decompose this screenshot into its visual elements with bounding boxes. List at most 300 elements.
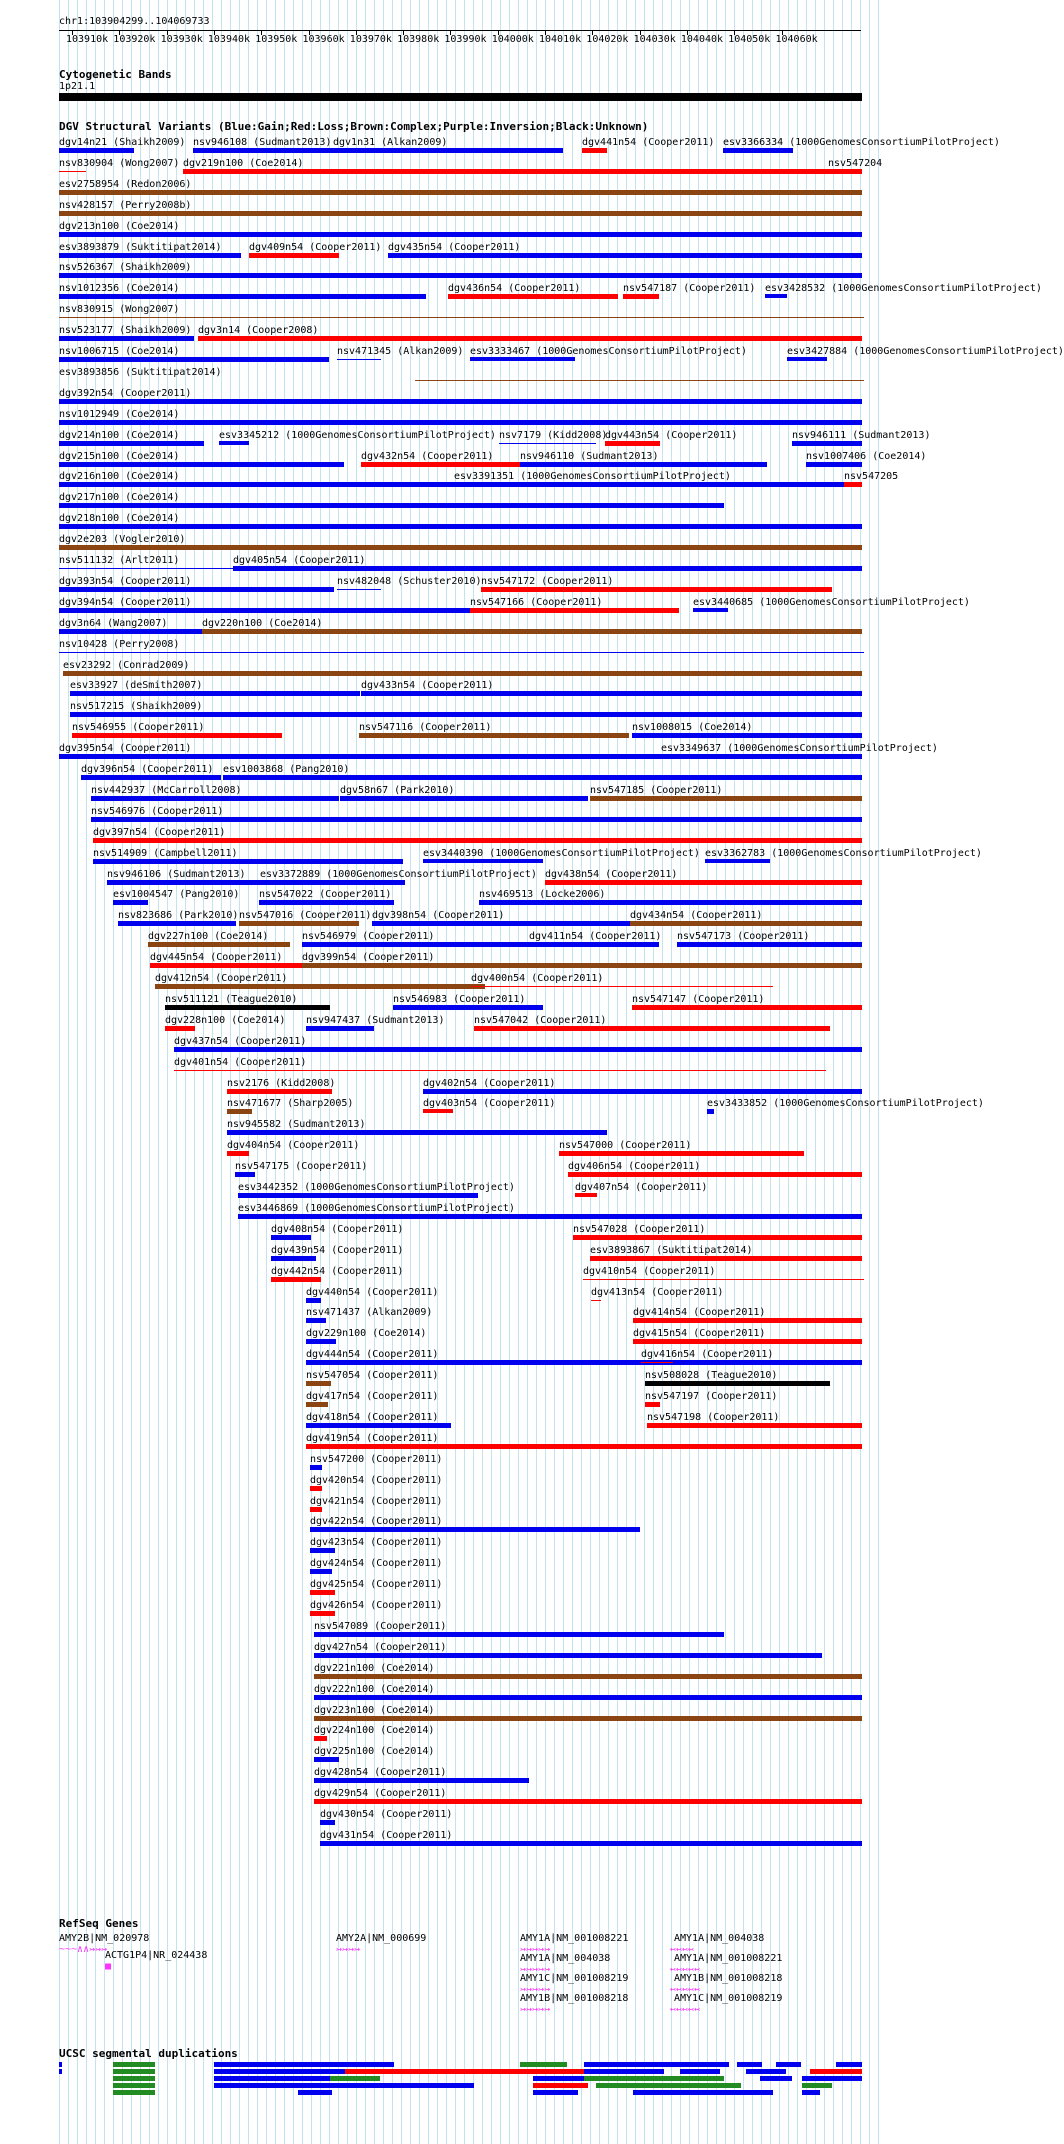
dgv-feature-label[interactable]: esv3893856 (Suktitipat2014) — [59, 366, 222, 378]
dgv-feature-label[interactable]: esv1003868 (Pang2010) — [223, 764, 350, 775]
dgv-feature-label[interactable]: nsv1006715 (Coe2014) — [59, 346, 180, 357]
dgv-feature-label[interactable]: dgv406n54 (Cooper2011) — [568, 1161, 701, 1173]
dgv-feature-label[interactable]: nsv526367 (Shaikh2009) — [59, 262, 192, 274]
dgv-feature-bar[interactable] — [310, 1569, 332, 1574]
dgv-feature-bar[interactable] — [81, 775, 221, 780]
dgv-feature-label[interactable]: nsv547172 (Cooper2011) — [481, 575, 614, 587]
dgv-feature-bar[interactable] — [723, 148, 793, 153]
dgv-feature-bar[interactable] — [559, 1151, 804, 1156]
dgv-feature-bar[interactable] — [590, 796, 862, 801]
dgv-feature-label[interactable]: nsv547197 (Cooper2011) — [645, 1391, 778, 1402]
dgv-feature-label[interactable]: dgv396n54 (Cooper2011) — [81, 764, 214, 775]
dgv-feature-label[interactable]: nsv471437 (Alkan2009) — [306, 1307, 433, 1319]
dgv-feature-bar[interactable] — [306, 1026, 374, 1031]
dgv-feature-bar[interactable] — [448, 294, 618, 299]
dgv-feature-bar[interactable] — [63, 671, 862, 676]
dgv-feature-label[interactable]: dgv399n54 (Cooper2011) — [302, 952, 435, 964]
dgv-feature-label[interactable]: nsv546983 (Cooper2011) — [393, 993, 526, 1005]
dgv-feature-bar[interactable] — [249, 253, 339, 258]
segdup-block[interactable] — [113, 2069, 155, 2074]
dgv-feature-label[interactable]: nsv442937 (McCarroll2008) — [91, 784, 242, 796]
dgv-feature-bar[interactable] — [59, 294, 426, 299]
dgv-feature-bar[interactable] — [707, 1109, 714, 1114]
dgv-feature-label[interactable]: nsv547116 (Cooper2011) — [359, 722, 492, 734]
dgv-feature-bar[interactable] — [59, 211, 862, 216]
dgv-feature-bar[interactable] — [202, 629, 862, 634]
dgv-feature-label[interactable]: dgv428n54 (Cooper2011) — [314, 1767, 447, 1779]
dgv-feature-label[interactable]: nsv547205 — [844, 471, 899, 483]
dgv-feature-label[interactable]: dgv422n54 (Cooper2011) — [310, 1516, 443, 1528]
segdup-block[interactable] — [345, 2069, 585, 2074]
dgv-feature-bar[interactable] — [520, 462, 767, 467]
segdup-block[interactable] — [533, 2090, 578, 2095]
dgv-feature-bar[interactable] — [310, 1486, 322, 1491]
dgv-feature-bar[interactable] — [59, 399, 862, 404]
dgv-feature-label[interactable]: esv3433852 (1000GenomesConsortiumPilotProject) — [707, 1098, 984, 1110]
dgv-feature-label[interactable]: dgv427n54 (Cooper2011) — [314, 1641, 447, 1653]
dgv-feature-label[interactable]: nsv482048 (Schuster2010) — [337, 575, 482, 587]
dgv-feature-bar[interactable] — [227, 1130, 607, 1135]
dgv-feature-bar[interactable] — [423, 1109, 453, 1113]
dgv-feature-label[interactable]: nsv1007406 (Coe2014) — [806, 450, 927, 462]
dgv-feature-bar[interactable] — [59, 317, 864, 318]
dgv-feature-label[interactable]: dgv424n54 (Cooper2011) — [310, 1558, 443, 1570]
dgv-feature-label[interactable]: dgv429n54 (Cooper2011) — [314, 1788, 447, 1800]
segdup-block[interactable] — [59, 2069, 62, 2074]
segdup-block[interactable] — [802, 2083, 832, 2088]
dgv-feature-bar[interactable] — [590, 1256, 862, 1261]
refseq-gene-glyph[interactable]: ↣↣↣↣↣ — [520, 1984, 551, 1995]
dgv-feature-bar[interactable] — [59, 148, 134, 153]
dgv-feature-bar[interactable] — [59, 754, 862, 759]
dgv-feature-bar[interactable] — [545, 880, 862, 885]
dgv-track-title[interactable]: DGV Structural Variants (Blue:Gain;Red:Loss;Brown:Complex;Purple:Inversion;Black:Unknown) — [59, 120, 649, 133]
dgv-feature-label[interactable]: dgv395n54 (Cooper2011) — [59, 743, 192, 755]
segdup-track-title[interactable]: UCSC segmental duplications — [59, 2047, 238, 2060]
dgv-feature-bar[interactable] — [306, 1402, 328, 1407]
refseq-gene-label[interactable]: AMY2A|NM_000699 — [336, 1933, 427, 1944]
dgv-feature-label[interactable]: dgv220n100 (Coe2014) — [202, 617, 323, 629]
dgv-feature-label[interactable]: nsv546976 (Cooper2011) — [91, 805, 224, 817]
refseq-gene-label[interactable]: AMY1B|NM_001008218 — [674, 1973, 783, 1984]
dgv-feature-bar[interactable] — [787, 357, 827, 361]
dgv-feature-label[interactable]: nsv946108 (Sudmant2013) — [193, 137, 332, 148]
dgv-feature-bar[interactable] — [59, 587, 334, 592]
dgv-feature-bar[interactable] — [306, 1444, 862, 1449]
dgv-feature-bar[interactable] — [320, 1841, 862, 1846]
refseq-gene-label[interactable]: AMY1A|NM_001008221 — [520, 1933, 629, 1944]
dgv-feature-bar[interactable] — [314, 1653, 822, 1658]
dgv-feature-bar[interactable] — [306, 1360, 862, 1365]
dgv-feature-bar[interactable] — [765, 294, 787, 298]
dgv-feature-bar[interactable] — [393, 1005, 543, 1010]
dgv-feature-bar[interactable] — [219, 441, 249, 445]
dgv-feature-bar[interactable] — [306, 1298, 321, 1303]
dgv-feature-label[interactable]: esv3366334 (1000GenomesConsortiumPilotProject) — [723, 137, 1000, 148]
dgv-feature-label[interactable]: dgv228n100 (Coe2014) — [165, 1014, 286, 1026]
dgv-feature-bar[interactable] — [310, 1465, 322, 1470]
segdup-block[interactable] — [802, 2076, 862, 2081]
dgv-feature-bar[interactable] — [302, 942, 550, 947]
segdup-block[interactable] — [214, 2083, 474, 2088]
dgv-feature-label[interactable]: esv3349637 (1000GenomesConsortiumPilotProject) — [661, 743, 938, 755]
dgv-feature-label[interactable]: nsv547028 (Cooper2011) — [573, 1223, 706, 1235]
dgv-feature-label[interactable]: nsv946106 (Sudmant2013) — [107, 868, 246, 880]
refseq-gene-glyph[interactable]: ↢↢↢↢↢ — [670, 1984, 701, 1995]
dgv-feature-label[interactable]: dgv438n54 (Cooper2011) — [545, 868, 678, 880]
dgv-feature-label[interactable]: nsv514909 (Campbell2011) — [93, 847, 238, 859]
refseq-gene-glyph[interactable]: ↣↣↣↣ — [336, 1944, 361, 1955]
dgv-feature-bar[interactable] — [582, 148, 607, 153]
refseq-gene-glyph[interactable]: ■ — [105, 1961, 112, 1972]
segdup-block[interactable] — [760, 2076, 792, 2081]
dgv-feature-label[interactable]: nsv547042 (Cooper2011) — [474, 1014, 607, 1026]
dgv-feature-label[interactable]: dgv404n54 (Cooper2011) — [227, 1140, 360, 1152]
dgv-feature-label[interactable]: nsv547147 (Cooper2011) — [632, 993, 765, 1005]
dgv-feature-bar[interactable] — [415, 380, 864, 381]
dgv-feature-label[interactable]: esv23292 (Conrad2009) — [63, 659, 190, 671]
dgv-feature-label[interactable]: dgv3n64 (Wang2007) — [59, 617, 168, 629]
dgv-feature-bar[interactable] — [70, 712, 862, 717]
dgv-feature-label[interactable]: dgv421n54 (Cooper2011) — [310, 1495, 443, 1507]
segdup-block[interactable] — [584, 2076, 724, 2081]
dgv-feature-label[interactable]: dgv407n54 (Cooper2011) — [575, 1182, 708, 1193]
dgv-feature-bar[interactable] — [844, 482, 862, 487]
dgv-feature-label[interactable]: dgv400n54 (Cooper2011) — [471, 973, 604, 984]
dgv-feature-bar[interactable] — [647, 1423, 862, 1428]
dgv-feature-bar[interactable] — [306, 1381, 331, 1386]
dgv-feature-label[interactable]: dgv402n54 (Cooper2011) — [423, 1077, 556, 1089]
dgv-feature-label[interactable]: nsv10428 (Perry2008) — [59, 638, 180, 650]
dgv-feature-label[interactable]: dgv403n54 (Cooper2011) — [423, 1098, 556, 1110]
dgv-feature-label[interactable]: dgv229n100 (Coe2014) — [306, 1328, 427, 1340]
dgv-feature-bar[interactable] — [302, 963, 862, 968]
dgv-feature-bar[interactable] — [310, 1527, 640, 1532]
refseq-gene-label[interactable]: AMY1A|NM_004038 — [520, 1953, 611, 1964]
dgv-feature-bar[interactable] — [118, 921, 236, 926]
dgv-feature-bar[interactable] — [59, 420, 862, 425]
dgv-feature-label[interactable]: dgv436n54 (Cooper2011) — [448, 283, 581, 295]
dgv-feature-bar[interactable] — [337, 359, 381, 360]
dgv-feature-label[interactable]: dgv1n31 (Alkan2009) — [333, 137, 448, 148]
dgv-feature-bar[interactable] — [314, 1674, 862, 1679]
segdup-block[interactable] — [113, 2083, 155, 2088]
dgv-feature-bar[interactable] — [235, 1172, 255, 1177]
dgv-feature-bar[interactable] — [113, 900, 148, 905]
dgv-feature-bar[interactable] — [59, 357, 329, 362]
dgv-feature-bar[interactable] — [605, 441, 660, 446]
dgv-feature-label[interactable]: dgv410n54 (Cooper2011) — [583, 1265, 716, 1277]
refseq-gene-label[interactable]: AMY1B|NM_001008218 — [520, 1993, 629, 2004]
dgv-feature-label[interactable]: nsv547022 (Cooper2011) — [259, 889, 392, 901]
dgv-feature-label[interactable]: nsv547200 (Cooper2011) — [310, 1453, 443, 1465]
dgv-feature-label[interactable]: dgv435n54 (Cooper2011) — [388, 241, 521, 253]
segdup-block[interactable] — [533, 2076, 585, 2081]
dgv-feature-bar[interactable] — [337, 589, 381, 590]
dgv-feature-bar[interactable] — [314, 1799, 862, 1804]
dgv-feature-bar[interactable] — [633, 1339, 862, 1344]
dgv-feature-bar[interactable] — [59, 524, 862, 529]
dgv-feature-label[interactable]: dgv214n100 (Coe2014) — [59, 429, 180, 441]
dgv-feature-label[interactable]: dgv225n100 (Coe2014) — [314, 1746, 435, 1758]
dgv-feature-label[interactable]: nsv428157 (Perry2008b) — [59, 199, 192, 211]
dgv-feature-label[interactable]: esv3391351 (1000GenomesConsortiumPilotProject) — [454, 471, 731, 483]
dgv-feature-label[interactable]: dgv224n100 (Coe2014) — [314, 1725, 435, 1737]
dgv-feature-label[interactable]: esv3362783 (1000GenomesConsortiumPilotProject) — [705, 847, 982, 859]
dgv-feature-label[interactable]: dgv393n54 (Cooper2011) — [59, 575, 192, 587]
dgv-feature-label[interactable]: nsv946110 (Sudmant2013) — [520, 450, 659, 462]
dgv-feature-bar[interactable] — [271, 1277, 321, 1282]
dgv-feature-bar[interactable] — [470, 608, 679, 613]
dgv-feature-label[interactable]: esv1004547 (Pang2010) — [113, 889, 240, 901]
dgv-feature-label[interactable]: nsv546979 (Cooper2011) — [302, 931, 435, 943]
dgv-feature-label[interactable]: nsv547198 (Cooper2011) — [647, 1411, 780, 1423]
dgv-feature-label[interactable]: nsv945582 (Sudmant2013) — [227, 1119, 366, 1131]
dgv-feature-label[interactable]: esv3446869 (1000GenomesConsortiumPilotProject) — [238, 1202, 515, 1214]
dgv-feature-bar[interactable] — [306, 1339, 336, 1344]
dgv-feature-label[interactable]: dgv392n54 (Cooper2011) — [59, 387, 192, 399]
dgv-feature-bar[interactable] — [72, 733, 282, 738]
dgv-feature-label[interactable]: esv3440390 (1000GenomesConsortiumPilotProject) — [423, 847, 700, 859]
dgv-feature-bar[interactable] — [239, 921, 359, 926]
segdup-block[interactable] — [596, 2083, 741, 2088]
refseq-gene-glyph[interactable]: ↢↢↢↢ — [670, 1944, 695, 1955]
dgv-feature-bar[interactable] — [193, 148, 338, 153]
dgv-feature-label[interactable]: nsv830904 (Wong2007) — [59, 157, 180, 169]
dgv-feature-label[interactable]: dgv58n67 (Park2010) — [340, 784, 455, 796]
dgv-feature-label[interactable]: dgv437n54 (Cooper2011) — [174, 1035, 307, 1047]
dgv-feature-bar[interactable] — [310, 1548, 335, 1553]
dgv-feature-bar[interactable] — [828, 169, 862, 174]
dgv-feature-label[interactable]: dgv417n54 (Cooper2011) — [306, 1391, 439, 1402]
dgv-feature-bar[interactable] — [174, 1070, 826, 1071]
dgv-feature-bar[interactable] — [454, 482, 479, 486]
segdup-block[interactable] — [802, 2090, 820, 2095]
dgv-feature-bar[interactable] — [70, 691, 360, 696]
dgv-feature-label[interactable]: dgv227n100 (Coe2014) — [148, 931, 269, 943]
dgv-feature-bar[interactable] — [198, 336, 862, 341]
segdup-block[interactable] — [113, 2090, 155, 2095]
dgv-feature-bar[interactable] — [314, 1757, 339, 1762]
dgv-feature-label[interactable]: esv3428532 (1000GenomesConsortiumPilotProject) — [765, 283, 1042, 295]
dgv-feature-bar[interactable] — [227, 1109, 252, 1114]
dgv-feature-bar[interactable] — [59, 336, 194, 341]
dgv-feature-label[interactable]: dgv444n54 (Cooper2011) — [306, 1349, 439, 1361]
dgv-feature-bar[interactable] — [238, 1214, 862, 1219]
dgv-feature-bar[interactable] — [223, 775, 862, 780]
dgv-feature-bar[interactable] — [310, 1611, 335, 1616]
dgv-feature-bar[interactable] — [481, 587, 832, 592]
dgv-feature-bar[interactable] — [314, 1778, 529, 1783]
dgv-feature-bar[interactable] — [93, 838, 862, 843]
dgv-feature-label[interactable]: dgv434n54 (Cooper2011) — [630, 910, 763, 922]
dgv-feature-label[interactable]: nsv471345 (Alkan2009) — [337, 346, 464, 357]
refseq-gene-label[interactable]: AMY2B|NM_020978 — [59, 1933, 150, 1944]
dgv-feature-bar[interactable] — [573, 1235, 862, 1240]
segdup-block[interactable] — [776, 2062, 801, 2067]
dgv-feature-label[interactable]: nsv547187 (Cooper2011) — [623, 283, 756, 295]
dgv-feature-bar[interactable] — [359, 733, 629, 738]
dgv-feature-label[interactable]: nsv1008015 (Coe2014) — [632, 722, 753, 734]
dgv-feature-bar[interactable] — [632, 1005, 862, 1010]
dgv-feature-label[interactable]: nsv7179 (Kidd2008) — [499, 429, 608, 441]
dgv-feature-bar[interactable] — [260, 880, 405, 885]
dgv-feature-bar[interactable] — [259, 900, 394, 905]
refseq-gene-glyph[interactable]: ↢↢↢↢↢ — [670, 1964, 701, 1975]
dgv-feature-bar[interactable] — [165, 1026, 195, 1031]
dgv-feature-label[interactable]: dgv398n54 (Cooper2011) — [372, 910, 505, 922]
dgv-feature-label[interactable]: esv3442352 (1000GenomesConsortiumPilotProject) — [238, 1182, 515, 1193]
dgv-feature-bar[interactable] — [227, 1089, 332, 1094]
dgv-feature-label[interactable]: nsv517215 (Shaikh2009) — [70, 701, 203, 713]
dgv-feature-label[interactable]: nsv547089 (Cooper2011) — [314, 1620, 447, 1632]
dgv-feature-label[interactable]: dgv223n100 (Coe2014) — [314, 1704, 435, 1716]
dgv-feature-label[interactable]: dgv221n100 (Coe2014) — [314, 1662, 435, 1674]
dgv-feature-bar[interactable] — [705, 859, 770, 863]
dgv-feature-bar[interactable] — [693, 608, 728, 612]
dgv-feature-bar[interactable] — [806, 462, 862, 467]
dgv-feature-label[interactable]: esv3372889 (1000GenomesConsortiumPilotProject) — [260, 868, 537, 880]
dgv-feature-bar[interactable] — [59, 462, 344, 467]
dgv-feature-label[interactable]: nsv547185 (Cooper2011) — [590, 784, 723, 796]
dgv-feature-label[interactable]: dgv432n54 (Cooper2011) — [361, 450, 494, 462]
segdup-block[interactable] — [584, 2062, 729, 2067]
dgv-feature-label[interactable]: dgv415n54 (Cooper2011) — [633, 1328, 766, 1340]
dgv-feature-label[interactable]: dgv418n54 (Cooper2011) — [306, 1411, 439, 1423]
dgv-feature-bar[interactable] — [238, 1193, 478, 1198]
dgv-feature-bar[interactable] — [583, 1279, 864, 1280]
dgv-feature-bar[interactable] — [630, 921, 862, 926]
dgv-feature-label[interactable]: nsv947437 (Sudmant2013) — [306, 1014, 445, 1026]
dgv-feature-label[interactable]: nsv1012949 (Coe2014) — [59, 408, 180, 420]
dgv-feature-bar[interactable] — [568, 1172, 862, 1177]
dgv-feature-label[interactable]: dgv423n54 (Cooper2011) — [310, 1537, 443, 1549]
dgv-feature-bar[interactable] — [499, 443, 596, 444]
segdup-block[interactable] — [584, 2069, 664, 2074]
dgv-feature-bar[interactable] — [677, 942, 862, 947]
dgv-feature-bar[interactable] — [333, 148, 563, 153]
dgv-feature-label[interactable]: nsv946111 (Sudmant2013) — [792, 429, 931, 441]
dgv-feature-label[interactable]: dgv412n54 (Cooper2011) — [155, 973, 288, 984]
dgv-feature-label[interactable]: nsv547166 (Cooper2011) — [470, 596, 603, 608]
refseq-gene-glyph[interactable]: ↣↣↣↣↣ — [520, 1944, 551, 1955]
segdup-block[interactable] — [298, 2090, 332, 2095]
dgv-feature-label[interactable]: dgv413n54 (Cooper2011) — [591, 1286, 724, 1298]
dgv-feature-label[interactable]: dgv222n100 (Coe2014) — [314, 1683, 435, 1695]
dgv-feature-label[interactable]: dgv430n54 (Cooper2011) — [320, 1809, 453, 1820]
dgv-feature-bar[interactable] — [423, 859, 543, 863]
dgv-feature-bar[interactable] — [59, 503, 724, 508]
dgv-feature-label[interactable]: esv33927 (deSmith2007) — [70, 680, 203, 692]
dgv-feature-bar[interactable] — [91, 796, 339, 801]
dgv-feature-label[interactable]: dgv440n54 (Cooper2011) — [306, 1286, 439, 1298]
dgv-feature-bar[interactable] — [91, 817, 862, 822]
dgv-feature-label[interactable]: dgv409n54 (Cooper2011) — [249, 241, 382, 253]
dgv-feature-label[interactable]: nsv547016 (Cooper2011) — [239, 910, 372, 922]
dgv-feature-label[interactable]: nsv547173 (Cooper2011) — [677, 931, 810, 943]
dgv-feature-label[interactable]: dgv425n54 (Cooper2011) — [310, 1579, 443, 1591]
dgv-feature-bar[interactable] — [471, 986, 773, 987]
dgv-feature-label[interactable]: esv3893867 (Suktitipat2014) — [590, 1244, 753, 1256]
dgv-feature-bar[interactable] — [165, 1005, 330, 1010]
dgv-feature-bar[interactable] — [314, 1716, 862, 1721]
segdup-block[interactable] — [214, 2062, 394, 2067]
dgv-feature-label[interactable]: dgv433n54 (Cooper2011) — [361, 680, 494, 692]
cyto-band[interactable] — [59, 93, 862, 101]
dgv-feature-bar[interactable] — [271, 1235, 311, 1240]
segdup-block[interactable] — [214, 2069, 362, 2074]
dgv-feature-label[interactable]: nsv547204 — [828, 157, 883, 169]
refseq-gene-glyph[interactable]: ~~~∧∧↣↣↣ — [59, 1944, 108, 1955]
dgv-feature-bar[interactable] — [310, 1507, 322, 1512]
dgv-feature-bar[interactable] — [641, 1362, 673, 1363]
dgv-feature-bar[interactable] — [320, 1820, 335, 1825]
dgv-feature-bar[interactable] — [645, 1381, 830, 1386]
refseq-gene-label[interactable]: AMY1A|NM_004038 — [674, 1933, 765, 1944]
dgv-feature-bar[interactable] — [59, 253, 241, 258]
dgv-feature-label[interactable]: dgv394n54 (Cooper2011) — [59, 596, 192, 608]
dgv-feature-bar[interactable] — [310, 1590, 335, 1595]
dgv-feature-bar[interactable] — [388, 253, 862, 258]
dgv-feature-bar[interactable] — [623, 294, 659, 299]
dgv-feature-bar[interactable] — [271, 1256, 316, 1261]
segdup-block[interactable] — [810, 2069, 862, 2074]
dgv-feature-label[interactable]: nsv523177 (Shaikh2009) — [59, 325, 192, 337]
dgv-feature-label[interactable]: nsv508028 (Teague2010) — [645, 1370, 778, 1382]
dgv-feature-label[interactable]: dgv213n100 (Coe2014) — [59, 220, 180, 232]
dgv-feature-label[interactable]: dgv419n54 (Cooper2011) — [306, 1432, 439, 1444]
segdup-block[interactable] — [113, 2076, 155, 2081]
dgv-feature-label[interactable]: nsv547175 (Cooper2011) — [235, 1161, 368, 1173]
dgv-feature-label[interactable]: dgv2e203 (Vogler2010) — [59, 534, 186, 546]
dgv-feature-bar[interactable] — [361, 691, 862, 696]
dgv-feature-label[interactable]: dgv416n54 (Cooper2011) — [641, 1349, 774, 1361]
dgv-feature-label[interactable]: esv3333467 (1000GenomesConsortiumPilotProject) — [470, 346, 747, 357]
dgv-feature-label[interactable]: dgv414n54 (Cooper2011) — [633, 1307, 766, 1319]
dgv-feature-bar[interactable] — [59, 545, 862, 550]
dgv-feature-bar[interactable] — [148, 942, 290, 947]
segdup-block[interactable] — [836, 2062, 862, 2067]
dgv-feature-label[interactable]: esv3427884 (1000GenomesConsortiumPilotProject) — [787, 346, 1064, 357]
dgv-feature-label[interactable]: dgv408n54 (Cooper2011) — [271, 1223, 404, 1235]
dgv-feature-label[interactable]: dgv420n54 (Cooper2011) — [310, 1474, 443, 1486]
dgv-feature-label[interactable]: nsv547054 (Cooper2011) — [306, 1370, 439, 1382]
dgv-feature-label[interactable]: dgv405n54 (Cooper2011) — [233, 555, 366, 566]
dgv-feature-label[interactable]: dgv3n14 (Cooper2008) — [198, 325, 319, 337]
refseq-gene-glyph[interactable]: ↢↢↢↢↢ — [670, 2004, 701, 2015]
dgv-feature-bar[interactable] — [59, 190, 862, 195]
dgv-feature-label[interactable]: dgv442n54 (Cooper2011) — [271, 1265, 404, 1277]
dgv-feature-bar[interactable] — [59, 568, 235, 569]
dgv-feature-label[interactable]: nsv471677 (Sharp2005) — [227, 1098, 354, 1110]
dgv-feature-label[interactable]: nsv1012356 (Coe2014) — [59, 283, 180, 295]
dgv-feature-label[interactable]: nsv823686 (Park2010) — [118, 910, 239, 922]
refseq-gene-label[interactable]: AMY1A|NM_001008221 — [674, 1953, 783, 1964]
dgv-feature-label[interactable]: esv3893879 (Suktitipat2014) — [59, 241, 222, 253]
dgv-feature-bar[interactable] — [59, 232, 862, 237]
segdup-block[interactable] — [737, 2062, 762, 2067]
dgv-feature-bar[interactable] — [174, 1047, 862, 1052]
dgv-feature-label[interactable]: dgv216n100 (Coe2014) — [59, 471, 180, 483]
dgv-feature-bar[interactable] — [575, 1193, 597, 1197]
dgv-feature-label[interactable]: nsv511121 (Teague2010) — [165, 993, 298, 1005]
segdup-block[interactable] — [746, 2069, 786, 2074]
dgv-feature-label[interactable]: nsv830915 (Wong2007) — [59, 304, 180, 316]
dgv-feature-label[interactable]: dgv445n54 (Cooper2011) — [150, 952, 283, 964]
cyto-track-title[interactable]: Cytogenetic Bands — [59, 68, 172, 81]
cyto-band-label[interactable]: 1p21.1 — [59, 81, 96, 92]
refseq-gene-label[interactable]: AMY1C|NM_001008219 — [520, 1973, 629, 1984]
